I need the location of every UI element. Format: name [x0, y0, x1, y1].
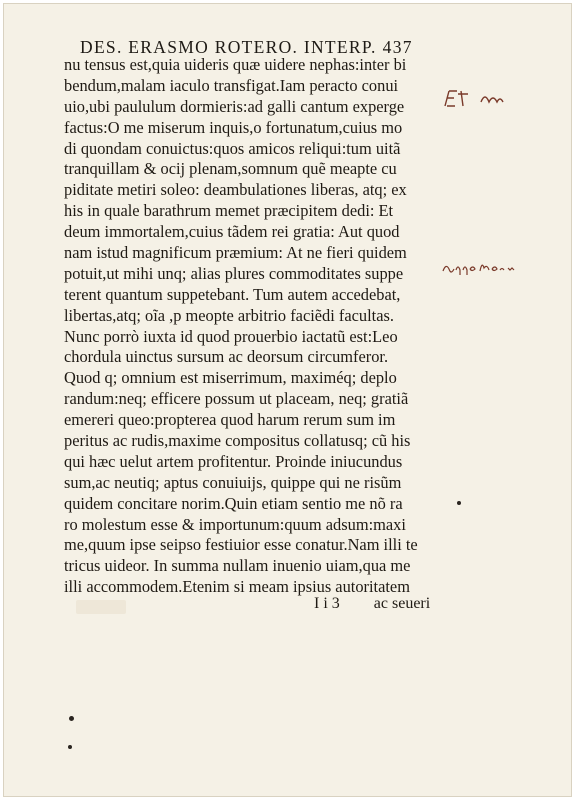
text-line: potuit,ut mihi unq; alias plures commoditates suppe	[64, 263, 404, 283]
text-line: Nunc porrò iuxta id quod prouerbio iactatũ est:Leo	[64, 326, 398, 346]
marginal-handwriting-2	[440, 256, 535, 276]
text-line: sum,ac neutiq; aptus conuiuijs, quippe qui ne risũm	[64, 472, 402, 492]
text-line: his in quale barathrum memet præcipitem dedi: Et	[64, 201, 394, 221]
text-line: libertas,atq; oĩa ,p meopte arbitrio faciẽdi facultas.	[64, 305, 394, 325]
text-line: nu tensus est,quia uideris quæ uidere nephas:inter bi	[64, 55, 407, 74]
show-through-smudge	[76, 600, 126, 614]
text-line: peritus ac rudis,maxime compositus collatusq; cũ his	[64, 431, 411, 451]
ink-dot	[457, 501, 461, 505]
text-line: illi accommodem.Etenim si meam ipsius autoritatem	[64, 577, 410, 597]
marginal-handwriting-1	[441, 88, 511, 110]
text-line: deum immortalem,cuius tãdem rei gratia: Aut quod	[64, 222, 400, 242]
text-line: bendum,malam iaculo transfigat.Iam peracto conui	[64, 75, 399, 95]
text-line: Quod q; omnium est miserrimum, maximéq; deplo	[64, 368, 397, 388]
text-line: tranquillam & ocij plenam,somnum quẽ meapte cu	[64, 159, 397, 179]
signature-mark: I i 3	[314, 595, 340, 612]
main-text-block	[64, 55, 449, 598]
page-number: 437	[382, 37, 413, 57]
text-line: ro molestum esse & importunum:quum adsum:maxi	[64, 514, 406, 534]
running-head-title: DES. ERASMO ROTERO. INTERP.	[80, 37, 377, 57]
text-line: emereri queo:propterea quod harum rerum sum im	[64, 410, 396, 430]
text-line: qui hæc uelut artem profitentur. Proinde iniucundus	[64, 451, 403, 471]
text-line: nam istud magnificum præmium: At ne fieri quidem	[64, 243, 407, 263]
book-page	[3, 3, 572, 797]
text-line: chordula uinctus sursum ac deorsum circumferor.	[64, 347, 389, 367]
text-line: terent quantum suppetebant. Tum autem accedebat,	[64, 284, 401, 304]
ink-dot	[68, 745, 72, 749]
page-footer	[314, 595, 430, 613]
text-line: quidem concitare norim.Quin etiam sentio me nõ ra	[64, 493, 403, 513]
text-line: piditate metiri soleo: deambulationes liberas, atq; ex	[64, 180, 407, 200]
catchword: ac seueri	[373, 595, 431, 612]
ink-dot	[69, 716, 74, 721]
text-line: uio,ubi paululum dormieris:ad galli cantum experge	[64, 96, 405, 116]
text-line: tricus uideor. In summa nullam inuenio uiam,qua me	[64, 556, 411, 576]
text-line: factus:O me miserum inquis,o fortunatum,cuius mo	[64, 117, 403, 137]
text-line: randum:neq; efficere possum ut placeam, neq; gratiã	[64, 389, 409, 409]
text-line: di quondam conuictus:quos amicos reliqui:tum uitã	[64, 138, 401, 158]
text-line: me,quum ipse seipso festiuior esse conatur.Nam illi te	[64, 535, 418, 555]
